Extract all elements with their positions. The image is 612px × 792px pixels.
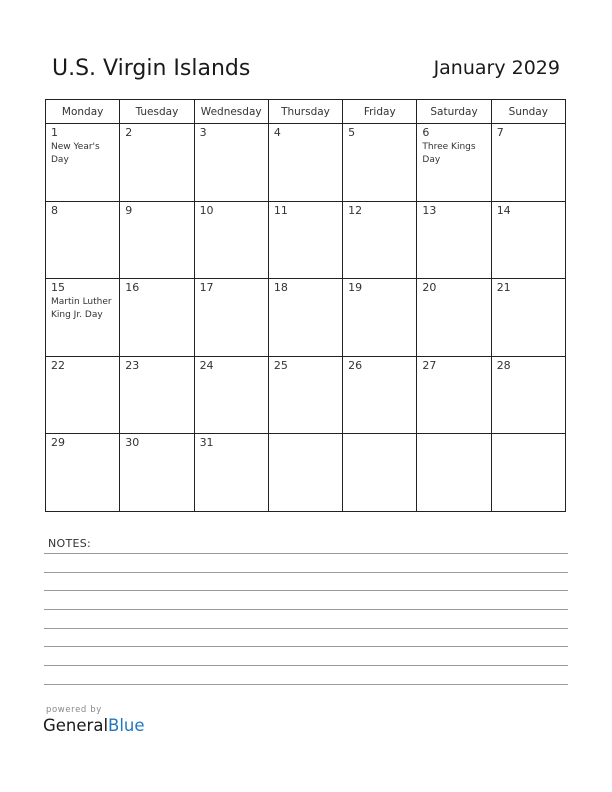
brand-general-text: General (43, 716, 109, 735)
day-cell-1 (46, 124, 120, 202)
day-number: 22 (51, 358, 65, 372)
day-cell-2 (120, 124, 194, 202)
day-number: 19 (348, 281, 363, 295)
day-number: 15 (51, 281, 65, 295)
day-cell-31 (195, 434, 269, 512)
weekday-tuesday: Tuesday (120, 100, 194, 124)
note-line (44, 665, 568, 666)
day-cell-9 (120, 202, 194, 280)
day-number: 8 (51, 203, 58, 217)
day-cell-15 (46, 279, 120, 357)
day-number: 24 (199, 358, 214, 372)
week-row (46, 279, 566, 357)
day-number: 18 (273, 281, 288, 295)
day-number: 27 (422, 358, 437, 372)
notes-label: NOTES: (48, 537, 92, 550)
weekday-wednesday: Wednesday (195, 100, 269, 124)
day-cell-27 (417, 357, 491, 435)
day-cell-25 (269, 357, 343, 435)
week-row (46, 124, 566, 202)
day-number: 28 (496, 358, 511, 372)
day-number: 26 (348, 358, 363, 372)
holiday-label: Three Kings Day (422, 142, 476, 165)
calendar-grid (45, 99, 566, 512)
day-number: 11 (273, 203, 288, 217)
day-number: 4 (273, 126, 281, 139)
day-number: 5 (348, 126, 356, 139)
day-cell-12 (343, 202, 417, 280)
day-cell-18 (269, 279, 343, 357)
weekday-sunday: Sunday (492, 100, 566, 124)
note-line (44, 609, 568, 610)
month-label: January 2029 (433, 57, 560, 79)
empty-day-cell (417, 434, 491, 512)
day-number: 25 (273, 358, 288, 372)
week-row (46, 434, 566, 512)
day-number: 23 (125, 358, 140, 372)
day-number: 10 (199, 203, 214, 217)
day-cell-3 (195, 124, 269, 202)
day-cell-22 (46, 357, 120, 435)
day-cell-14 (492, 202, 566, 280)
weeks-container (46, 124, 566, 512)
holiday-label: Martin Luther King Jr. Day (51, 297, 112, 320)
day-number: 2 (125, 126, 133, 139)
day-number: 31 (199, 436, 214, 450)
empty-day-cell (343, 434, 417, 512)
day-number: 30 (125, 436, 140, 450)
week-row (46, 357, 566, 435)
generalblue-logo (43, 716, 145, 735)
brand-blue-text: Blue (108, 716, 145, 735)
note-line (44, 590, 568, 591)
note-line (44, 684, 568, 685)
empty-day-cell (492, 434, 566, 512)
day-number: 13 (422, 203, 437, 217)
empty-day-cell (269, 434, 343, 512)
day-cell-7 (492, 124, 566, 202)
day-cell-5 (343, 124, 417, 202)
page-title: U.S. Virgin Islands (52, 56, 251, 81)
day-number: 21 (496, 281, 511, 295)
day-number: 16 (125, 281, 140, 295)
note-line (44, 646, 568, 647)
day-cell-23 (120, 357, 194, 435)
day-cell-11 (269, 202, 343, 280)
weekday-monday: Monday (46, 100, 120, 124)
day-number: 14 (496, 203, 511, 217)
day-number: 17 (199, 281, 214, 295)
day-cell-26 (343, 357, 417, 435)
day-cell-17 (195, 279, 269, 357)
week-row (46, 202, 566, 280)
day-cell-8 (46, 202, 120, 280)
day-cell-30 (120, 434, 194, 512)
note-line (44, 628, 568, 629)
note-line (44, 553, 568, 554)
day-number: 1 (51, 126, 58, 139)
day-number: 7 (496, 126, 504, 139)
powered-by-label: powered by (46, 705, 102, 715)
day-cell-19 (343, 279, 417, 357)
day-cell-4 (269, 124, 343, 202)
weekday-thursday: Thursday (269, 100, 343, 124)
day-cell-6 (417, 124, 491, 202)
weekday-friday: Friday (343, 100, 417, 124)
day-number: 29 (51, 436, 65, 450)
day-cell-13 (417, 202, 491, 280)
day-number: 3 (199, 126, 207, 139)
note-line (44, 572, 568, 573)
day-cell-28 (492, 357, 566, 435)
day-cell-20 (417, 279, 491, 357)
day-cell-24 (195, 357, 269, 435)
day-number: 20 (422, 281, 437, 295)
day-number: 9 (125, 203, 133, 217)
day-cell-29 (46, 434, 120, 512)
day-number: 6 (422, 126, 430, 139)
day-cell-10 (195, 202, 269, 280)
day-cell-21 (492, 279, 566, 357)
weekday-saturday: Saturday (417, 100, 491, 124)
day-cell-16 (120, 279, 194, 357)
weekday-header-row (46, 100, 566, 124)
day-number: 12 (348, 203, 363, 217)
holiday-label: New Year's Day (51, 142, 100, 165)
